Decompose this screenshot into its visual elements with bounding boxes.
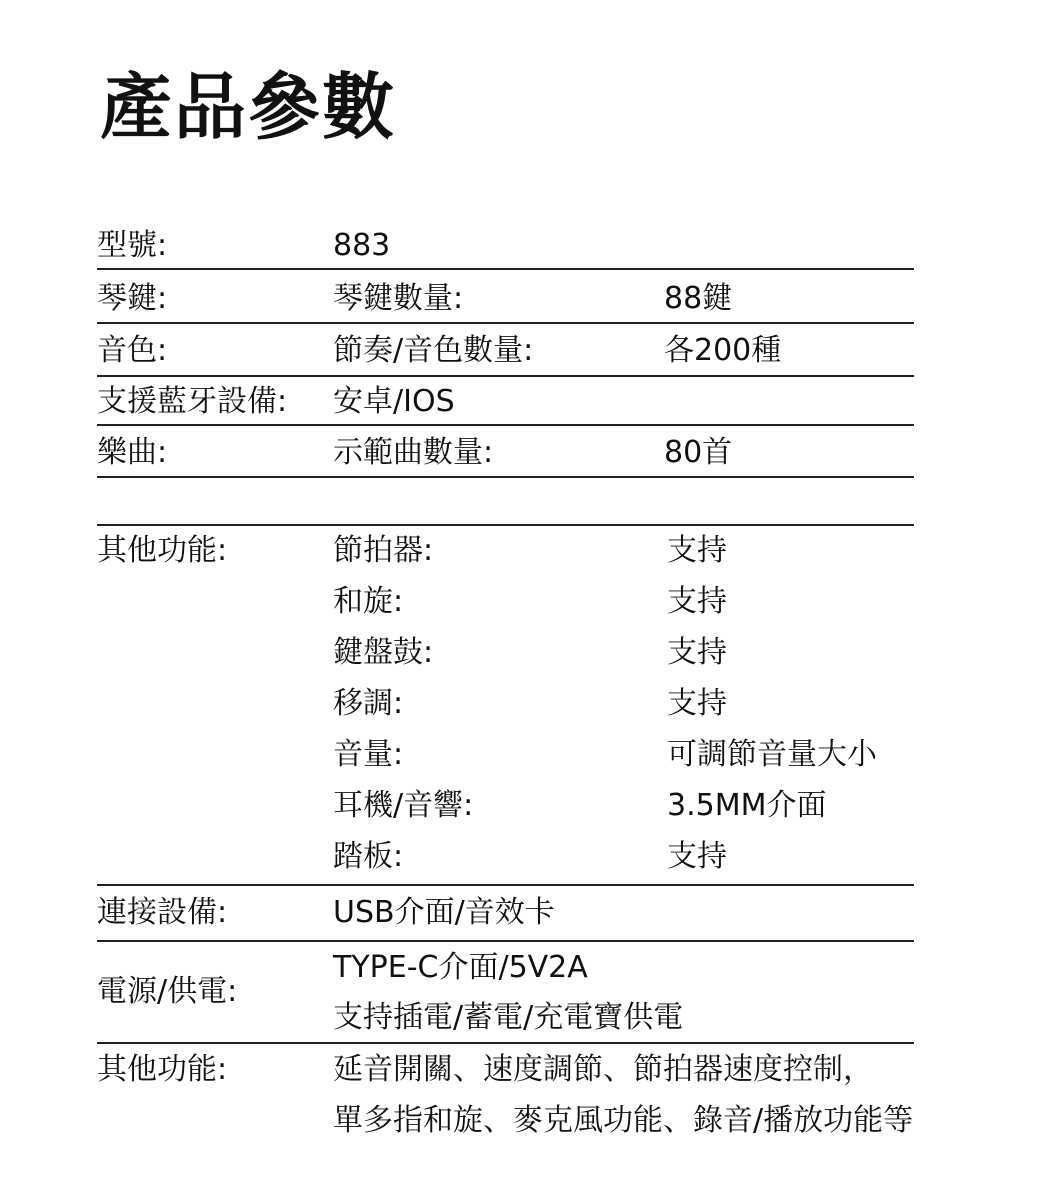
feature-value: 支持 — [667, 686, 727, 721]
row-divider — [97, 322, 914, 324]
feature-value: 可調節音量大小 — [667, 737, 877, 772]
power-label: 電源/供電: — [97, 974, 238, 1009]
feature-value: 支持 — [667, 533, 727, 568]
power-line-1: TYPE-C介面/5V2A — [333, 950, 588, 985]
bluetooth-value: 安卓/IOS — [333, 384, 455, 419]
connection-label: 連接設備: — [97, 895, 228, 930]
tone-label: 音色: — [97, 333, 168, 368]
model-value: 883 — [333, 228, 391, 263]
row-divider — [97, 268, 914, 270]
row-divider — [97, 476, 914, 478]
feature-name: 節拍器: — [333, 533, 434, 568]
feature-name: 音量: — [333, 737, 404, 772]
feature-value: 支持 — [667, 584, 727, 619]
row-divider — [97, 1042, 914, 1044]
power-line-2: 支持插電/蓄電/充電寶供電 — [333, 1000, 684, 1035]
feature-name: 移調: — [333, 686, 404, 721]
page-title: 產品參數 — [100, 65, 397, 149]
row-divider — [97, 940, 914, 942]
other-line-2: 單多指和旋、麥克風功能、錄音/播放功能等 — [333, 1103, 914, 1138]
row-divider — [97, 375, 914, 377]
music-label: 樂曲: — [97, 435, 168, 470]
demo-count-value: 80首 — [664, 435, 733, 470]
other-label: 其他功能: — [97, 1052, 228, 1087]
other-line-1: 延音開關、速度調節、節拍器速度控制， — [333, 1052, 873, 1087]
feature-value: 支持 — [667, 839, 727, 874]
row-divider — [97, 424, 914, 426]
feature-name: 鍵盤鼓: — [333, 635, 434, 670]
feature-name: 踏板: — [333, 839, 404, 874]
key-count-label: 琴鍵數量: — [333, 281, 464, 316]
feature-name: 和旋: — [333, 584, 404, 619]
row-divider — [97, 884, 914, 886]
model-label: 型號: — [97, 228, 168, 263]
tone-count-label: 節奏/音色數量: — [333, 333, 534, 368]
demo-count-label: 示範曲數量: — [333, 435, 494, 470]
connection-value: USB介面/音效卡 — [333, 895, 555, 930]
section-divider — [97, 524, 914, 526]
feature-value: 3.5MM介面 — [667, 788, 827, 823]
tone-count-value: 各200種 — [664, 333, 782, 368]
keys-label: 琴鍵: — [97, 281, 168, 316]
key-count-value: 88鍵 — [664, 281, 733, 316]
feature-name: 耳機/音響: — [333, 788, 474, 823]
bluetooth-label: 支援藍牙設備: — [97, 384, 288, 419]
features-label: 其他功能: — [97, 533, 228, 568]
feature-value: 支持 — [667, 635, 727, 670]
